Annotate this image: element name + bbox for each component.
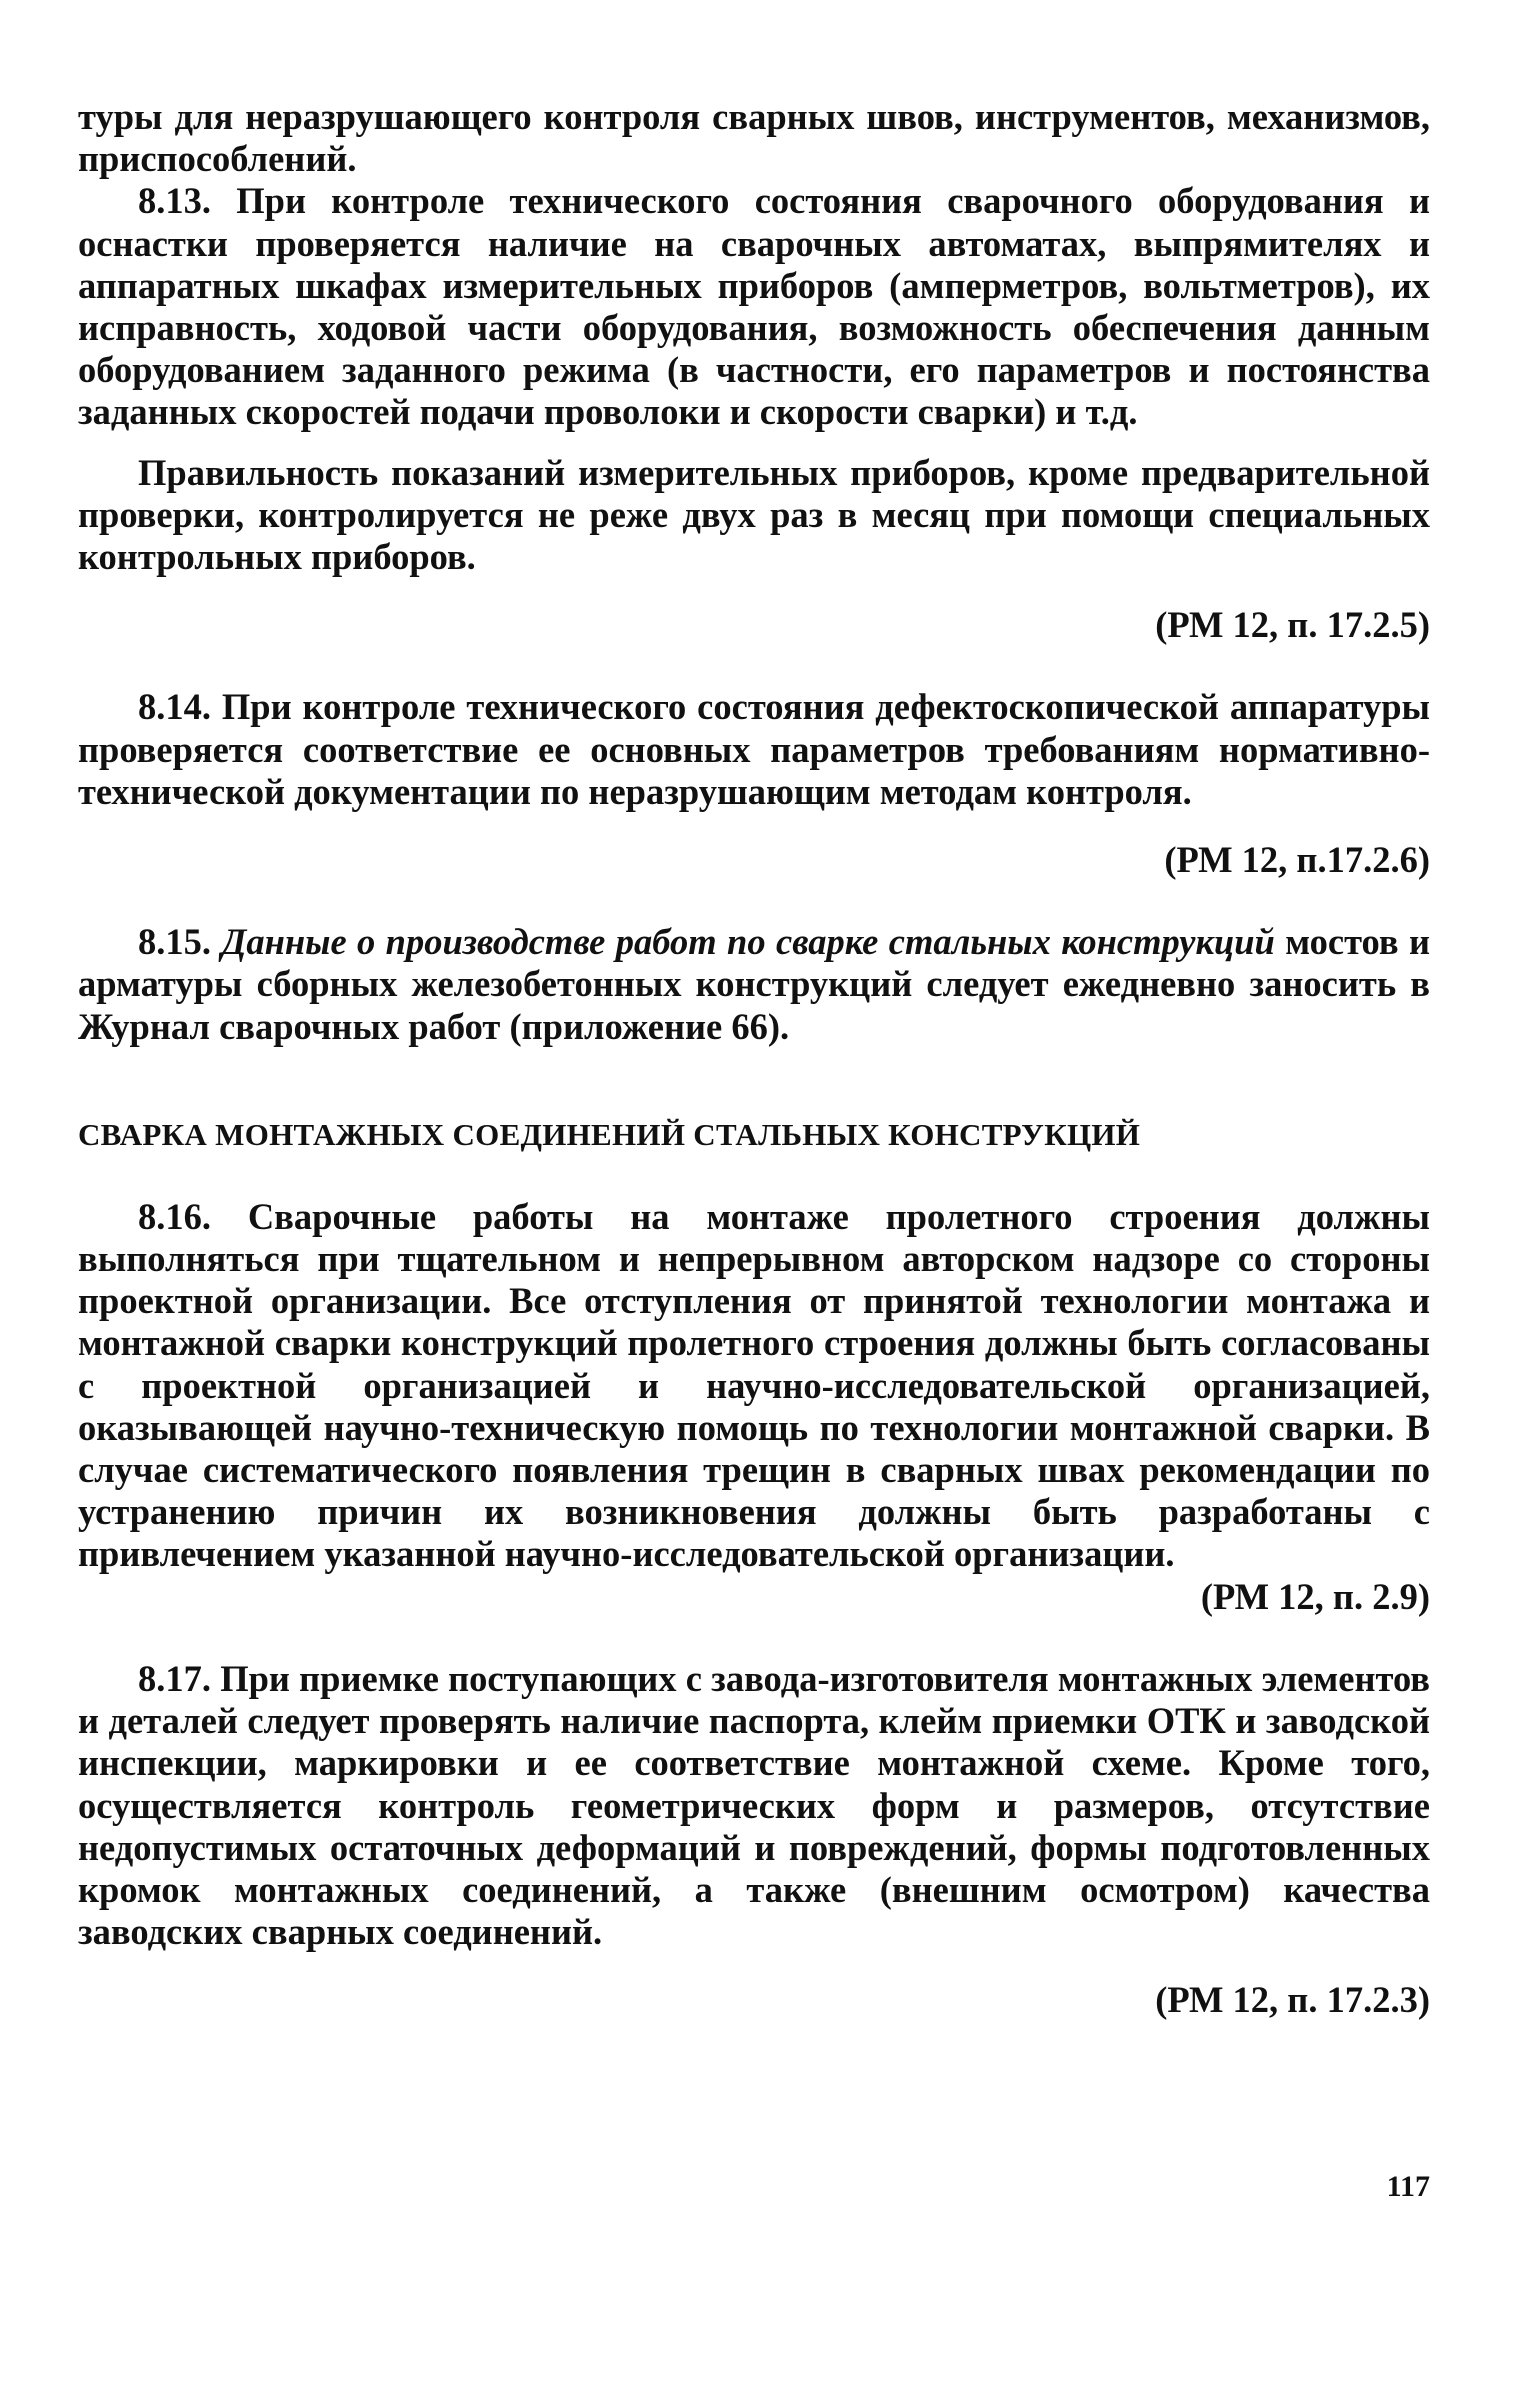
paragraph-8-17: 8.17. При приемке поступающих с завода-изготовителя монтажных элементов и деталей следует проверять наличие паспорта, клейм приемки ОТК и заводской инспекции, маркировки и ее соответствие монтажной схеме. Кроме того, осуществляется контроль геометрических форм и размеров, отсутствие недопустимых остаточных деформаций и повреждений, формы подготовленных кромок монтажных соединений, а также (внешним осмотром) качества заводских сварных соединений. [78, 1657, 1430, 1953]
document-page [78, 96, 1430, 2022]
paragraph-8-13: 8.13. При контроле технического состояния сварочного оборудования и оснастки проверяется наличие на сварочных автоматах, выпрямителях и аппаратных шкафах измерительных приборов (амперметров, вольтметров), их исправность, ходовой части оборудования, возможность обеспечения данным оборудованием заданного режима (в частности, его параметров и постоянства заданных скоростей подачи проволоки и скорости сварки) и т.д. [78, 180, 1430, 433]
paragraph-8-14: 8.14. При контроле технического состояния дефектоскопической аппаратуры проверяется соответствие ее основных параметров требованиям нормативно-технической документации по неразрушающим методам контроля. [78, 686, 1430, 812]
paragraph-8-15-rest: мостов и арматуры сборных железобетонных конструкций следует ежедневно заносить в Журнал сварочных работ (приложение 66). [78, 921, 1431, 1047]
paragraph-8-15-italic: Данные о производстве работ по сварке стальных конструкций [221, 921, 1275, 963]
paragraph-8-16: 8.16. Сварочные работы на монтаже пролетного строения должны выполняться при тщательном и непрерывном авторском надзоре со стороны проектной организации. Все отступления от принятой технологии монтажа и монтажной сварки конструкций пролетного строения должны быть согласованы с проектной организацией и научно-исследовательской организацией, оказывающей научно-техническую помощь по технологии монтажной сварки. В случае систематического появления трещин в сварных швах рекомендации по устранению причин их возникновения должны быть разработаны с привлечением указанной научно-исследовательской организации. [78, 1195, 1430, 1575]
page-number: 117 [1386, 2170, 1430, 2203]
reference-8-14: (РМ 12, п.17.2.6) [1164, 839, 1430, 881]
paragraph-8-13-measurement: Правильность показаний измерительных приборов, кроме предварительной проверки, контролируется не реже двух раз в месяц при помощи специальных контрольных приборов. [78, 451, 1430, 578]
reference-8-16: (РМ 12, п. 2.9) [1200, 1575, 1430, 1617]
reference-8-17: (РМ 12, п. 17.2.3) [1155, 1979, 1430, 2021]
paragraph-8-15 [78, 921, 1430, 1048]
paragraph-8-15-number: 8.15. [138, 921, 211, 963]
reference-8-13: (РМ 12, п. 17.2.5) [1155, 604, 1430, 646]
paragraph-continuation: туры для неразрушающего контроля сварных швов, инструментов, механизмов, приспособлений. [78, 96, 1430, 180]
section-heading: СВАРКА МОНТАЖНЫХ СОЕДИНЕНИЙ СТАЛЬНЫХ КОНСТРУКЦИЙ [78, 1116, 1141, 1152]
